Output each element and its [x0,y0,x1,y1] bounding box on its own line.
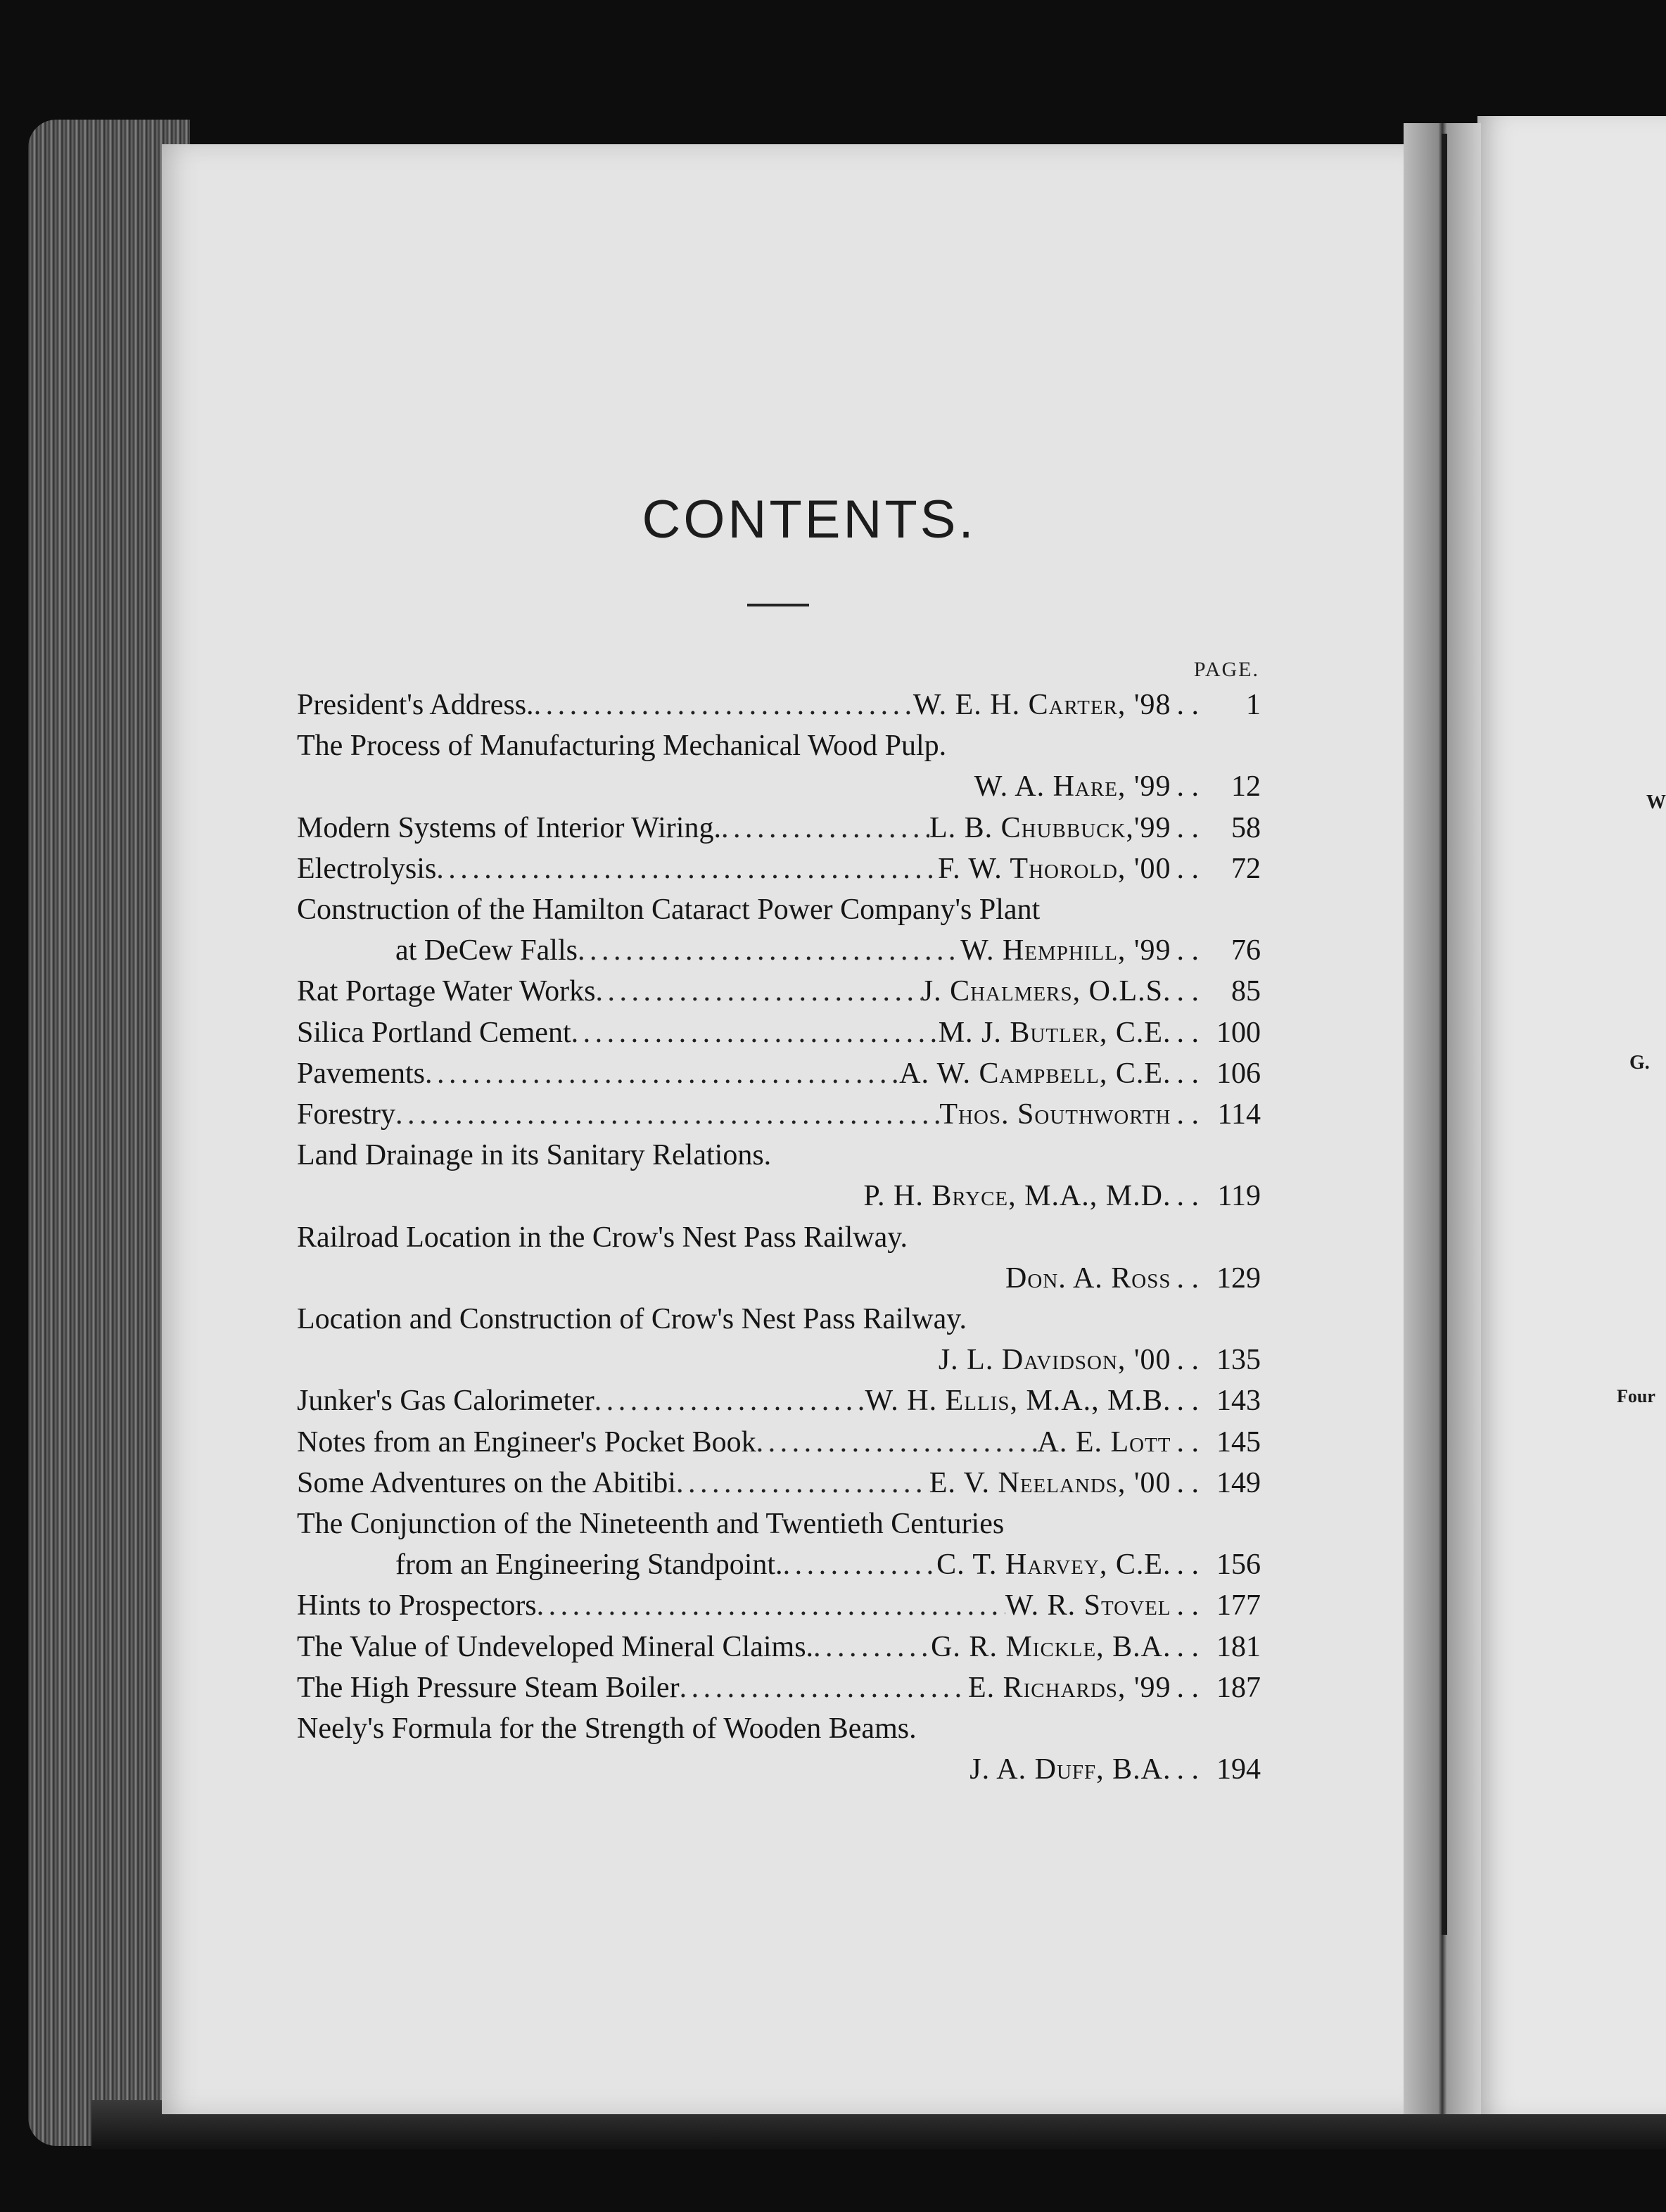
toc-trailing-dots: . . [1176,1016,1199,1049]
facing-page-fragment: W [1646,792,1666,813]
toc-trailing-dots: . . [1176,1098,1199,1131]
toc-entry-row [297,1221,1261,1261]
toc-entry-author: E. Richards, '99 [967,1671,1171,1704]
toc-entry-title: Hints to Prospectors [297,1589,537,1622]
toc-trailing-dots: . . [1176,811,1199,844]
toc-entry-title: Rat Portage Water Works [297,975,596,1008]
toc-entry-title: The High Pressure Steam Boiler [297,1671,680,1704]
toc-entry-author: W. Hemphill, '99 [960,934,1171,967]
toc-entry-row [297,1630,1261,1671]
toc-trailing-dots: . . [1176,1549,1199,1582]
toc-entry-page: 194 [1216,1753,1261,1786]
toc-entry-title: Electrolysis [297,852,437,885]
toc-trailing-dots: . . [1176,934,1199,967]
toc-entry-page: 85 [1231,975,1261,1008]
toc-entry-title-continued: from an Engineering Standpoint. [395,1549,783,1582]
toc-entry-author: E. V. Neelands, '00 [929,1466,1171,1499]
toc-leader-dots [571,1016,939,1050]
toc-leader-dots [756,1425,1038,1459]
toc-entry-title: The Process of Manufacturing Mechanical Wood Pulp. [297,730,947,763]
toc-entry-title: Junker's Gas Calorimeter [297,1385,594,1418]
toc-entry-row [297,1712,1261,1753]
toc-entry-author: C. T. Harvey, C.E. [936,1549,1171,1582]
toc-trailing-dots: . . [1176,1180,1199,1213]
toc-trailing-dots: . . [1176,1589,1199,1622]
toc-entry-row [297,1016,1261,1057]
toc-entry-row [297,688,1261,729]
toc-trailing-dots: . . [1176,1425,1199,1458]
toc-entry-author: M. J. Butler, C.E. [938,1016,1171,1049]
toc-entry-title: Construction of the Hamilton Cataract Power Company's Plant [297,894,1041,926]
toc-entry-author: F. W. Thorold, '00 [938,852,1171,885]
toc-entry-page: 135 [1216,1344,1261,1377]
toc-entry-title: Land Drainage in its Sanitary Relations. [297,1139,772,1172]
toc-entry-author: Don. A. Ross [1005,1261,1171,1295]
toc-leader-dots [578,934,960,967]
toc-entry-title: Notes from an Engineer's Pocket Book [297,1425,756,1458]
toc-leader-dots [534,688,913,722]
toc-trailing-dots: . . [1176,1344,1199,1377]
toc-entry-title: Pavements [297,1057,425,1090]
toc-entry-title: President's Address. [297,689,534,721]
toc-leader-dots [783,1548,937,1582]
toc-entry-author: A. W. Campbell, C.E. [899,1057,1171,1090]
toc-trailing-dots: . . [1176,1753,1199,1786]
toc-trailing-dots: . . [1176,689,1199,721]
toc-entry-row [297,1548,1261,1589]
toc-entry-author: W. H. Ellis, M.A., M.B. [865,1385,1171,1418]
toc-entry-page: 177 [1216,1589,1261,1622]
toc-entry-page: 106 [1216,1057,1261,1090]
toc-entry-row [297,811,1261,852]
toc-entry-title: Some Adventures on the Abitibi [297,1466,676,1499]
toc-entry-page: 145 [1216,1425,1261,1458]
toc-leader-dots [537,1589,1005,1622]
toc-entry-author: Thos. Southworth [939,1098,1171,1131]
toc-entry-row [297,1098,1261,1138]
toc-trailing-dots: . . [1176,852,1199,885]
toc-leader-dots [436,852,938,886]
toc-trailing-dots: . . [1176,1385,1199,1418]
toc-entry-title: Location and Construction of Crow's Nest Pass Railway. [297,1303,967,1335]
toc-entry-title: Railroad Location in the Crow's Nest Pass Railway. [297,1221,908,1254]
toc-entry-row [297,1384,1261,1425]
toc-entry-title: Neely's Formula for the Strength of Wooden Beams. [297,1712,917,1745]
toc-entry-author: J. L. Davidson, '00 [938,1344,1171,1377]
toc-entry-title: Forestry [297,1098,395,1131]
toc-leader-dots [676,1466,929,1500]
toc-entry-row [297,1261,1261,1302]
toc-entry-page: 156 [1216,1549,1261,1582]
toc-entry-author: J. A. Duff, B.A. [969,1753,1171,1786]
toc-entry-row [297,1507,1261,1548]
toc-entry-row [297,1671,1261,1712]
toc-entry-row [297,1425,1261,1466]
page-column-header: PAGE. [1193,658,1259,681]
toc-entry-page: 58 [1231,811,1261,844]
toc-entry-author: W. R. Stovel [1005,1589,1171,1622]
toc-trailing-dots: . . [1176,1671,1199,1704]
toc-entry-page: 181 [1216,1630,1261,1663]
toc-entry-row [297,729,1261,770]
toc-trailing-dots: . . [1176,1630,1199,1663]
toc-entry-page: 119 [1217,1180,1261,1213]
toc-entry-title: Modern Systems of Interior Wiring. [297,811,721,844]
toc-entry-page: 187 [1216,1671,1261,1704]
toc-entry-title: The Conjunction of the Nineteenth and Twentieth Centuries [297,1508,1005,1540]
toc-entry-page: 129 [1216,1261,1261,1295]
toc-entry-author: A. E. Lott [1037,1425,1171,1458]
toc-leader-dots [594,1384,865,1418]
toc-entry-author: W. A. Hare, '99 [974,770,1171,803]
toc-entry-row [297,1057,1261,1098]
toc-entry-row [297,1343,1261,1384]
toc-leader-dots [813,1630,931,1664]
toc-entry-title: Silica Portland Cement [297,1016,571,1049]
toc-entry-row [297,852,1261,893]
toc-entry-author: W. E. H. Carter, '98 [913,689,1171,721]
toc-trailing-dots: . . [1176,975,1199,1008]
toc-entry-row [297,1179,1261,1220]
toc-trailing-dots: . . [1176,1466,1199,1499]
toc-leader-dots [721,811,929,845]
toc-entry-author: P. H. Bryce, M.A., M.D. [863,1180,1171,1213]
toc-entry-page: 143 [1216,1385,1261,1418]
toc-leader-dots [395,1098,939,1131]
toc-leader-dots [425,1057,899,1091]
toc-entry-author: L. B. Chubbuck,'99 [929,811,1171,844]
toc-entry-row [297,974,1261,1015]
facing-page-fragment: Four [1617,1386,1655,1406]
toc-entry-page: 114 [1217,1098,1261,1131]
toc-trailing-dots: . . [1176,770,1199,803]
toc-leader-dots [595,974,921,1008]
toc-entry-page: 1 [1246,689,1261,721]
toc-leader-dots [680,1671,968,1705]
page-title: CONTENTS. [642,490,977,549]
toc-entry-row [297,893,1261,934]
toc-entry-row [297,1138,1261,1179]
toc-entry-page: 72 [1231,852,1261,885]
toc-entry-row [297,1302,1261,1343]
toc-entry-title-continued: at DeCew Falls [395,934,578,967]
toc-entry-row [297,770,1261,811]
toc-entry-author: J. Chalmers, O.L.S. [921,975,1171,1008]
toc-entry-page: 149 [1216,1466,1261,1499]
toc-entry-row [297,1753,1261,1793]
toc-entry-page: 100 [1216,1016,1261,1049]
toc-entry-row [297,1589,1261,1629]
toc-entry-page: 12 [1231,770,1261,803]
toc-entry-page: 76 [1231,934,1261,967]
toc-entry-row [297,1466,1261,1507]
facing-page-fragment: G. [1629,1052,1650,1074]
toc-trailing-dots: . . [1176,1261,1199,1295]
toc-trailing-dots: . . [1176,1057,1199,1090]
toc-entry-author: G. R. Mickle, B.A. [931,1630,1171,1663]
toc-entry-title: The Value of Undeveloped Mineral Claims. [297,1630,814,1663]
toc-entry-row [297,934,1261,974]
